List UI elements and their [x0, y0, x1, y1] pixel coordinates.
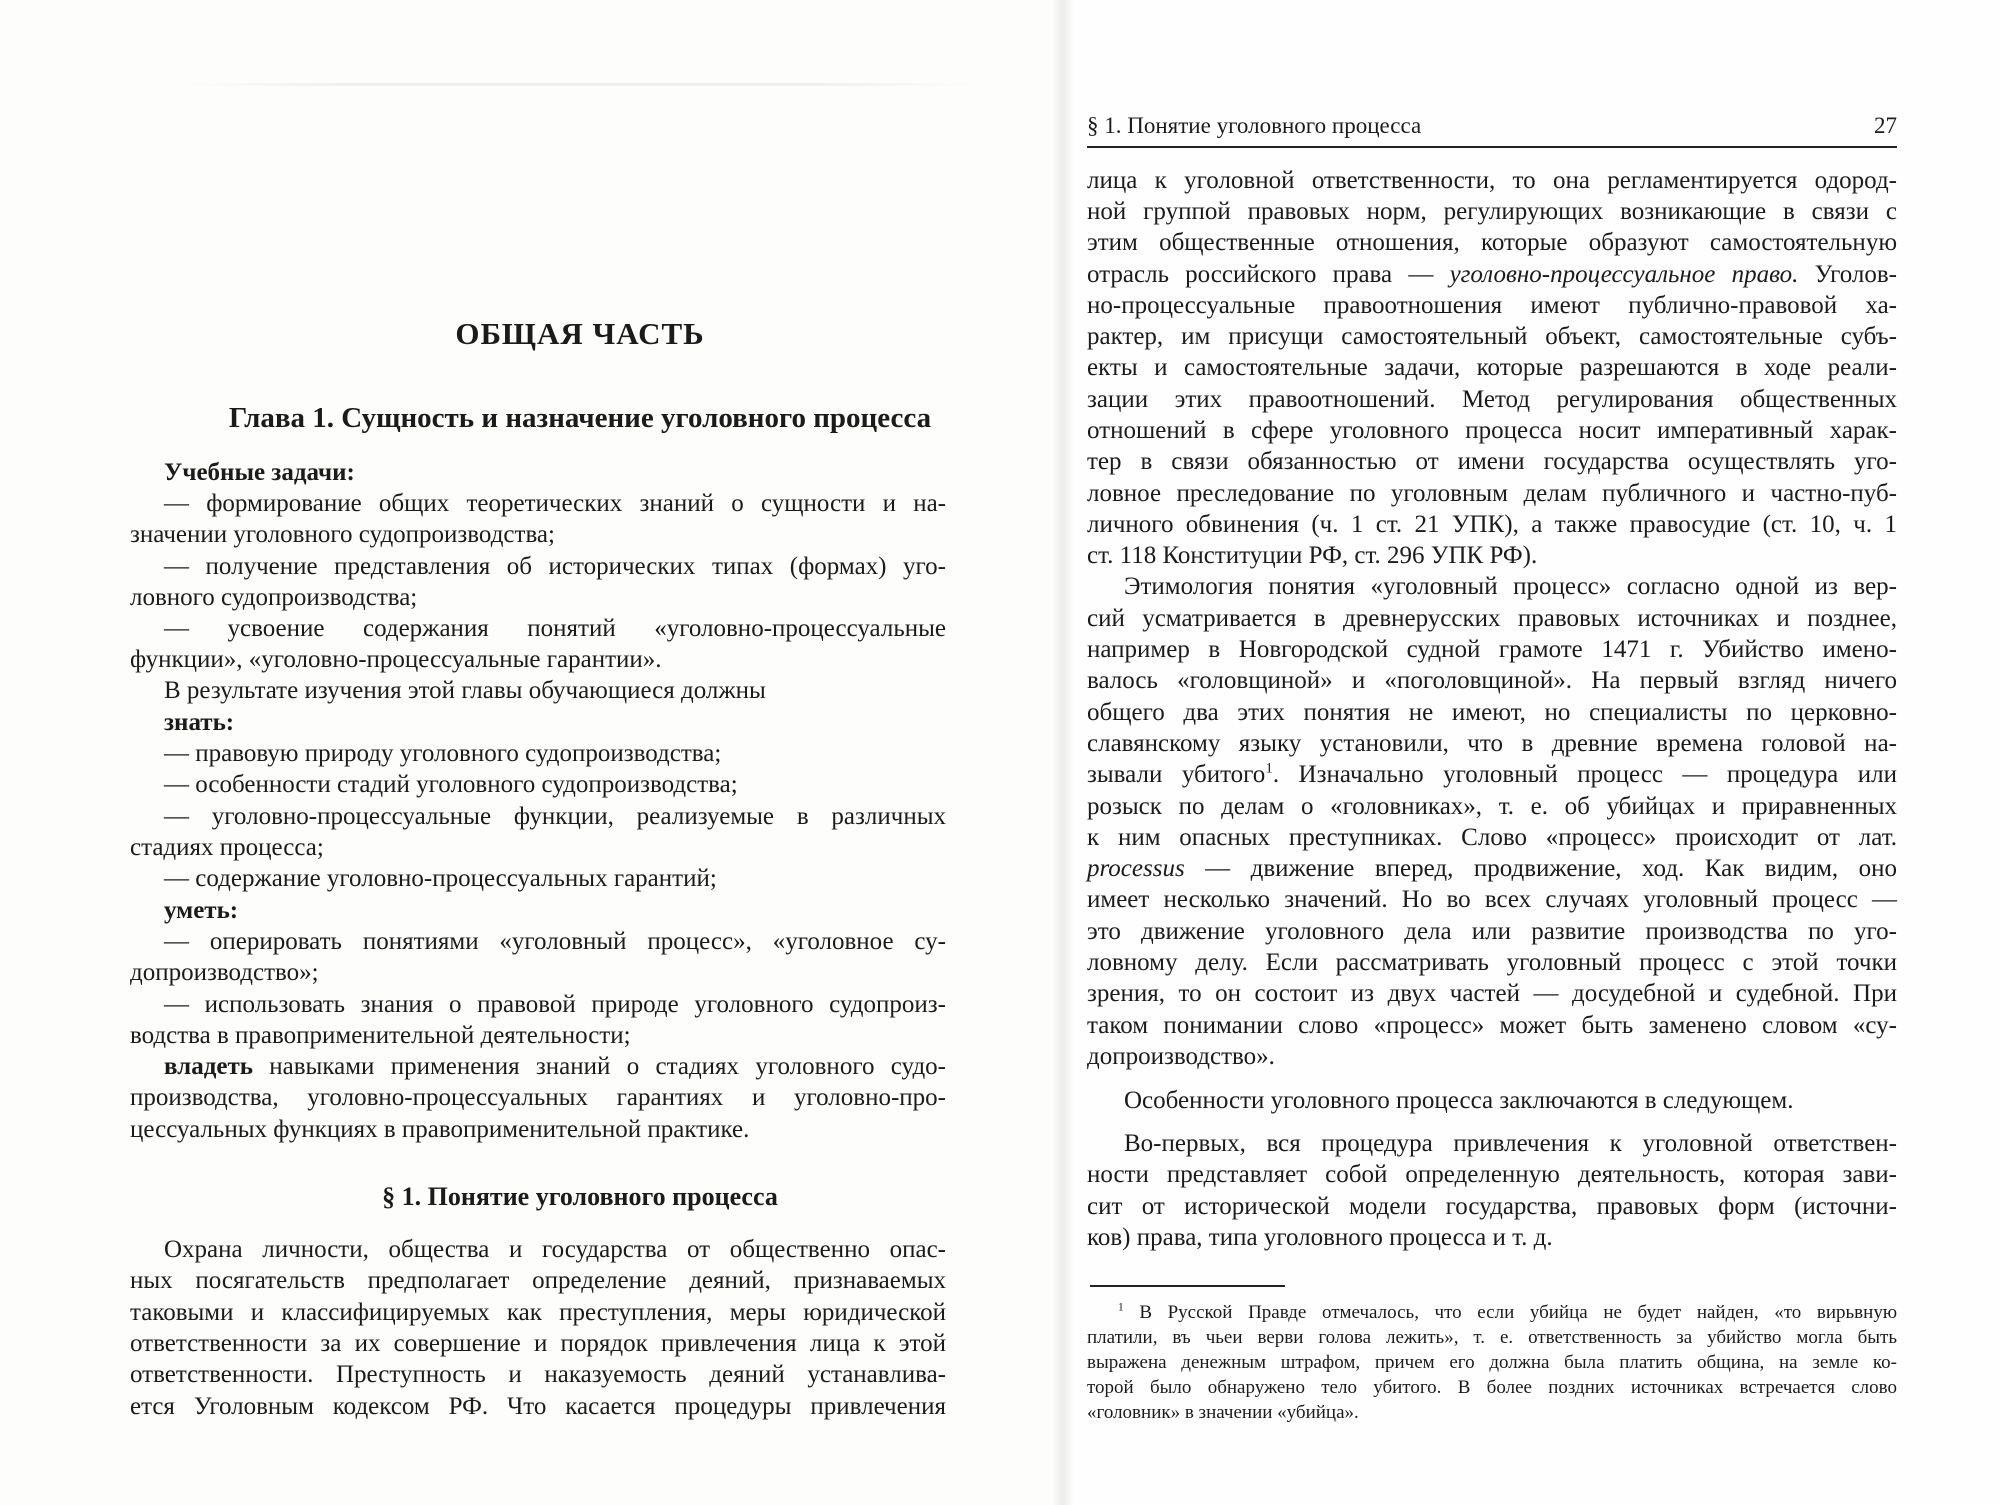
body-line: ется Уголовным кодексом РФ. Что касается процедуры привлечения [130, 1393, 946, 1420]
body-text: — движение вперед, продвижение, ход. Как видим, оно [1184, 855, 1897, 882]
footnote-text: В Русской Правде отмечалось, что если убийца не будет найден, «то вирьвную [1139, 1302, 1898, 1323]
body-text: Уголов- [1798, 261, 1897, 288]
body-text: отрасль российского права — [1087, 261, 1450, 288]
body-line [1087, 259, 1897, 291]
objective-line: значении уголовного судопроизводства; [130, 521, 555, 548]
body-line: Этимология понятия «уголовный процесс» согласно одной из вер- [1124, 573, 1897, 600]
body-line: тер в связи обязанностью от имени государства осуществлять уго- [1087, 448, 1897, 475]
part-title: ОБЩАЯ ЧАСТЬ [455, 316, 705, 351]
objective-line: — правовую природу уголовного судопроизводства; [164, 740, 722, 767]
body-line: зации этих правоотношений. Метод регулирования общественных [1087, 386, 1897, 413]
objective-line: водства в правоприменительной деятельности; [130, 1022, 631, 1049]
body-text: . Изначально уголовный процесс — процедура или [1272, 761, 1897, 788]
footnote-line: платили, въ чьеи верви голова лежить», т. е. ответственность за убийство могла быть [1087, 1327, 1897, 1348]
body-line: екты и самостоятельные задачи, которые разрешаются в ходе реали- [1087, 354, 1897, 381]
master-heading: владеть [164, 1053, 253, 1080]
objectives-heading: Учебные задачи: [164, 459, 355, 486]
footnote-number: 1 [1118, 1301, 1124, 1314]
latin-term: processus [1087, 855, 1185, 882]
body-line: Во-первых, вся процедура привлечения к уголовной ответствен- [1124, 1130, 1897, 1157]
section-title: § 1. Понятие уголовного процесса [382, 1182, 778, 1211]
objective-line: — формирование общих теоретических знаний о сущности и на- [164, 490, 946, 517]
body-line: допроизводство». [1087, 1043, 1275, 1070]
body-line: отношений в сфере уголовного процесса носит императивный харак- [1087, 417, 1897, 444]
footnote-marker[interactable]: 1 [1265, 760, 1273, 777]
body-line: зрения, то он состоит из двух частей — досудебной и судебной. При [1087, 980, 1897, 1007]
footnote-line: «головник» в значении «убийца». [1087, 1402, 1359, 1423]
objective-line: — содержание уголовно-процессуальных гарантий; [164, 865, 717, 892]
body-line: валось «головщиной» и «поголовщиной». На первый взгляд ничего [1087, 667, 1897, 694]
objective-line: допроизводство»; [130, 959, 319, 986]
objective-line: — получение представления об исторических типах (формах) уго- [164, 553, 946, 580]
running-head-rule [1087, 146, 1897, 148]
body-line: лица к уголовной ответственности, то она регламентируется одород- [1087, 167, 1897, 194]
footnote-line: торой было обнаружено тело убитого. В более поздних источниках встречается слово [1087, 1377, 1897, 1398]
body-line [1087, 759, 1897, 791]
footnote-rule [1090, 1285, 1285, 1287]
italic-term: уголовно-процессуальное право. [1449, 261, 1799, 288]
body-line: ков) права, типа уголовного процесса и т. д. [1087, 1224, 1553, 1251]
body-line: сит от исторической модели государства, правовых форм (источни- [1087, 1193, 1897, 1220]
footnote-line: выражена денежным штрафом, причем его должна была платить община, на земле ко- [1087, 1352, 1897, 1373]
objective-line: цессуальных функциях в правоприменительной практике. [130, 1116, 750, 1143]
running-head-title: § 1. Понятие уголовного процесса [1087, 113, 1422, 138]
objective-line: — особенности стадий уголовного судопроизводства; [164, 771, 738, 798]
objective-line: В результате изучения этой главы обучающиеся должны [164, 677, 766, 704]
objective-text: навыками применения знаний о стадиях уголовного судо- [252, 1053, 946, 1080]
body-line: славянскому языку установили, что в древние времена головой на- [1087, 730, 1897, 757]
body-line: ст. 118 Конституции РФ, ст. 296 УПК РФ). [1087, 542, 1538, 569]
know-heading: знать: [164, 709, 235, 736]
body-line: Особенности уголовного процесса заключаются в следующем. [1124, 1087, 1794, 1114]
body-line: к ним опасных преступниках. Слово «процесс» происходит от лат. [1087, 824, 1897, 851]
body-line: розыск по делам о «головниках», т. е. об убийцах и приравненных [1087, 793, 1897, 820]
footnote-line [1118, 1300, 1897, 1326]
objective-line: — усвоение содержания понятий «уголовно-процессуальные [164, 615, 946, 642]
page-edge-shadow [180, 83, 980, 86]
objective-line: функции», «уголовно-процессуальные гарантии». [130, 646, 662, 673]
objective-line: — уголовно-процессуальные функции, реализуемые в различных [164, 803, 946, 830]
body-line: ответственности за их совершение и порядок привлечения лица к этой [130, 1330, 946, 1357]
book-gutter [1052, 0, 1074, 1505]
page-number: 27 [1874, 113, 1897, 138]
body-line: ловному делу. Если рассматривать уголовный процесс с этой точки [1087, 949, 1897, 976]
body-line: таковыми и классифицируемых как преступления, меры юридической [130, 1299, 946, 1326]
body-line: ности представляет собой определенную деятельность, которая зави- [1087, 1161, 1897, 1188]
objective-line: ловного судопроизводства; [130, 584, 418, 611]
objective-line [164, 1051, 946, 1083]
running-head [1087, 113, 1897, 145]
body-line: личного обвинения (ч. 1 ст. 21 УПК), а также правосудие (ст. 10, ч. 1 [1087, 511, 1897, 538]
body-line: рактер, им присущи самостоятельный объект, самостоятельные субъ- [1087, 323, 1897, 350]
body-line: это движение уголовного дела или развитие производства по уго- [1087, 918, 1897, 945]
body-line: таком понимании слово «процесс» может быть заменено словом «су- [1087, 1012, 1897, 1039]
chapter-title: Глава 1. Сущность и назначение уголовного процесса [228, 402, 932, 434]
body-line: сий усматривается в древнерусских правовых источниках и позднее, [1087, 605, 1897, 632]
body-line [1087, 853, 1897, 885]
body-line: этим общественные отношения, которые образуют самостоятельную [1087, 229, 1897, 256]
objective-line: — оперировать понятиями «уголовный процесс», «уголовное су- [164, 928, 946, 955]
objective-line: стадиях процесса; [130, 834, 324, 861]
body-line: общего два этих понятия не имеют, но специалисты по церковно- [1087, 699, 1897, 726]
objective-line: производства, уголовно-процессуальных гарантиях и уголовно-про- [130, 1084, 946, 1111]
body-line: имеет несколько значений. Но во всех случаях уголовный процесс — [1087, 886, 1897, 913]
body-line: Охрана личности, общества и государства от общественно опас- [164, 1236, 946, 1263]
body-text: зывали убитого [1087, 761, 1266, 788]
body-line: ловное преследование по уголовным делам публичного и частно-пуб- [1087, 480, 1897, 507]
body-line: ной группой правовых норм, регулирующих возникающие в связи с [1087, 198, 1897, 225]
objective-line: — использовать знания о правовой природе уголовного судопроиз- [164, 991, 946, 1018]
can-heading: уметь: [164, 897, 239, 924]
body-line: но-процессуальные правоотношения имеют публично-правовой ха- [1087, 292, 1897, 319]
body-line: например в Новгородской судной грамоте 1471 г. Убийство имено- [1087, 636, 1897, 663]
body-line: ных посягательств предполагает определение деяний, признаваемых [130, 1267, 946, 1294]
body-line: ответственности. Преступность и наказуемость деяний устанавлива- [130, 1361, 946, 1388]
